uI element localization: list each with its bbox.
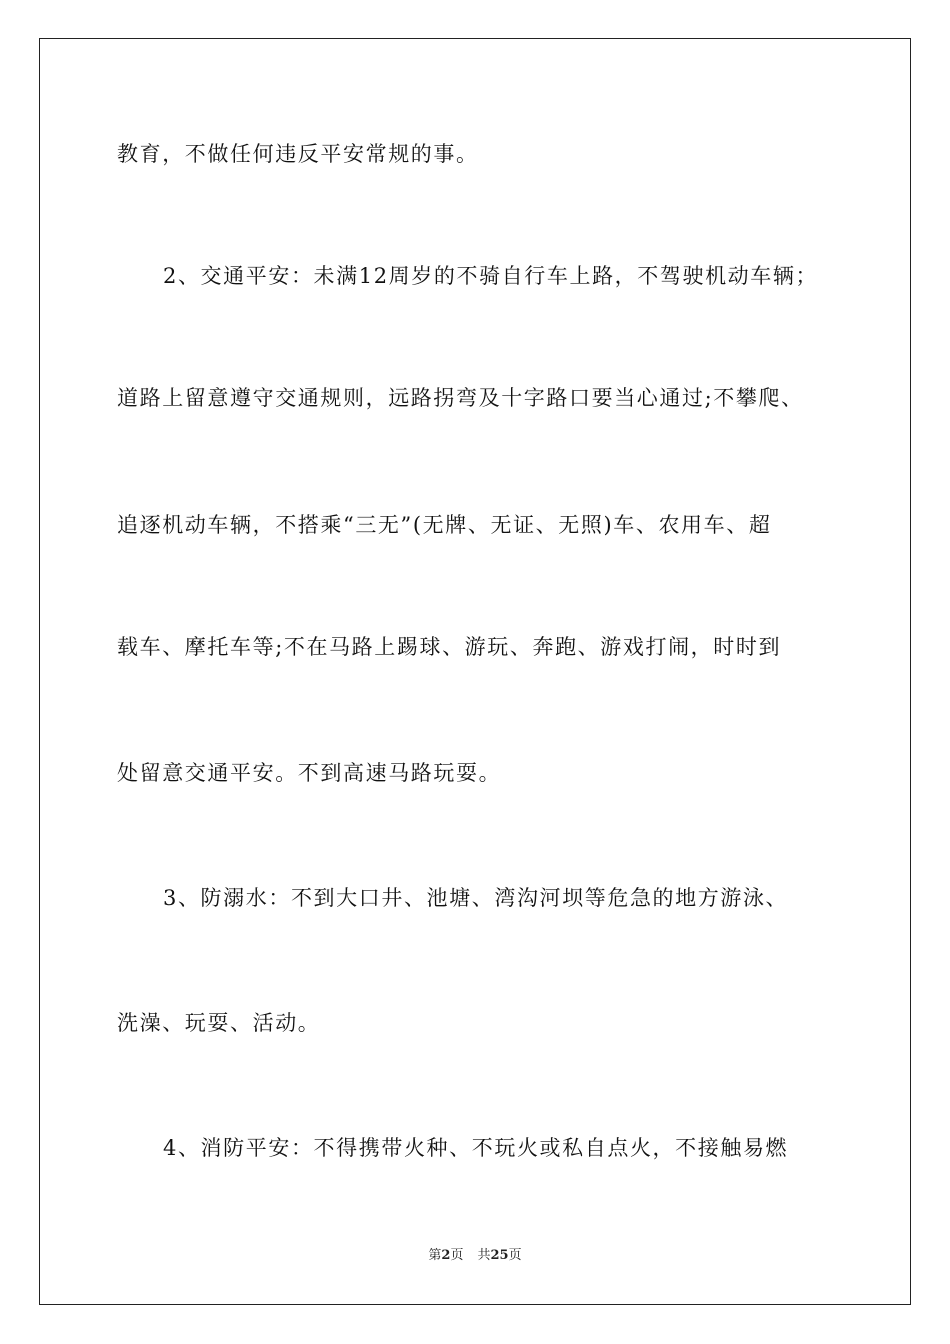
footer-page-prefix: 第 (428, 1248, 442, 1263)
text-line-2: 2、交通平安：未满12周岁的不骑自行车上路，不驾驶机动车辆； (163, 264, 819, 288)
text-line-5: 载车、摩托车等;不在马路上踢球、游玩、奔跑、游戏打闹，时时到 (117, 635, 782, 659)
footer-total-pages: 25 (490, 1248, 509, 1263)
text-line-9: 4、消防平安：不得携带火种、不玩火或私自点火，不接触易燃 (163, 1136, 789, 1160)
page-border (39, 38, 911, 1305)
text-line-3: 道路上留意遵守交通规则，远路拐弯及十字路口要当心通过;不攀爬、 (117, 386, 804, 410)
text-line-1: 教育，不做任何违反平安常规的事。 (117, 142, 479, 166)
page-footer (0, 1248, 950, 1264)
text-line-7: 3、防溺水：不到大口井、池塘、湾沟河坝等危急的地方游泳、 (163, 886, 789, 910)
text-line-4: 追逐机动车辆，不搭乘“三无”(无牌、无证、无照)车、农用车、超 (117, 513, 772, 537)
footer-total-suffix: 页 (508, 1248, 522, 1263)
footer-page-number: 2 (441, 1248, 451, 1263)
text-line-8: 洗澡、玩耍、活动。 (117, 1011, 321, 1035)
footer-page-suffix: 页 (450, 1248, 464, 1263)
text-line-6: 处留意交通平安。不到高速马路玩耍。 (117, 761, 502, 785)
footer-total-prefix: 共 (477, 1248, 491, 1263)
